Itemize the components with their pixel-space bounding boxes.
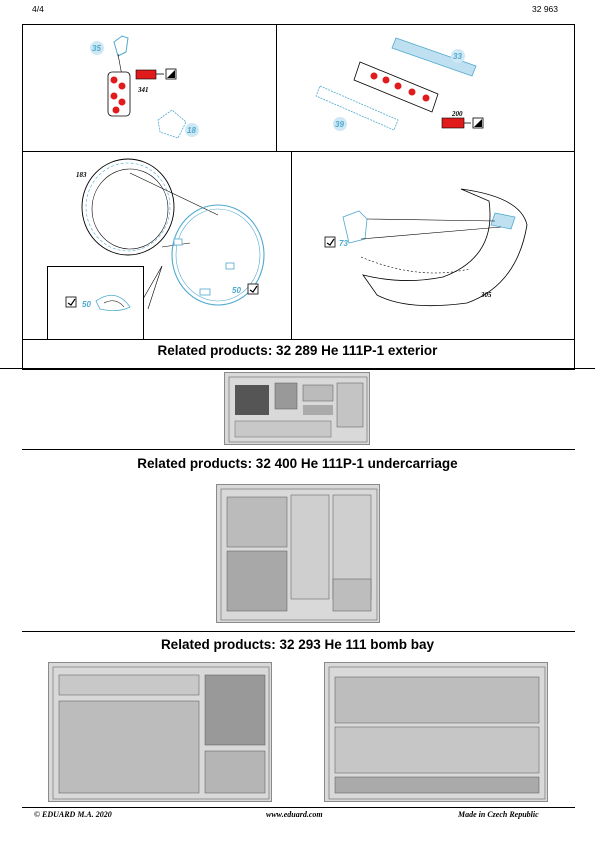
step-diagram-mid-right bbox=[291, 151, 575, 339]
related-product-title: Related products: 32 400 He 111P-1 undercarriage bbox=[137, 456, 458, 471]
part-number: 305 bbox=[481, 291, 492, 299]
part-number: 33 bbox=[453, 52, 462, 61]
photo-etch-sheet-image bbox=[224, 372, 370, 445]
ring-part-icon bbox=[82, 159, 174, 255]
copyright-notice: © EDUARD M.A. 2020 bbox=[34, 810, 112, 819]
paint-swatch-icon bbox=[442, 118, 464, 128]
part-number: 18 bbox=[187, 126, 196, 135]
product-code: 32 963 bbox=[532, 4, 558, 14]
step-diagram-top-left bbox=[22, 24, 276, 151]
photo-etch-sheet-image bbox=[216, 484, 380, 623]
related-product-title: Related products: 32 289 He 111P-1 exterior bbox=[157, 343, 438, 358]
part-number: 50 bbox=[232, 286, 241, 295]
part-number: 39 bbox=[335, 120, 344, 129]
part-number: 50 bbox=[82, 300, 91, 309]
part-number: 35 bbox=[92, 44, 101, 53]
fairing-part-icon bbox=[363, 189, 527, 306]
part-number: 73 bbox=[339, 239, 348, 248]
page-number: 4/4 bbox=[32, 4, 44, 14]
divider bbox=[22, 449, 575, 450]
divider bbox=[22, 339, 575, 340]
etched-part-icon bbox=[114, 36, 128, 56]
part-number: 200 bbox=[452, 110, 463, 118]
step-diagram-mid-left bbox=[22, 151, 291, 339]
footer-rule bbox=[22, 807, 575, 808]
divider bbox=[22, 631, 575, 632]
website-link[interactable]: www.eduard.com bbox=[266, 810, 323, 819]
paint-swatch-icon bbox=[136, 70, 156, 79]
divider bbox=[0, 368, 595, 369]
etched-part-icon bbox=[158, 110, 186, 138]
country-of-origin: Made in Czech Republic bbox=[458, 810, 539, 819]
part-number: 183 bbox=[76, 171, 87, 179]
photo-etch-sheet-image bbox=[48, 662, 272, 802]
photo-etch-sheet-image bbox=[324, 662, 548, 802]
related-product-title: Related products: 32 293 He 111 bomb bay bbox=[160, 637, 435, 652]
etched-part-icon bbox=[96, 295, 130, 310]
step-diagram-top-right bbox=[276, 24, 575, 151]
part-number: 341 bbox=[138, 86, 149, 94]
